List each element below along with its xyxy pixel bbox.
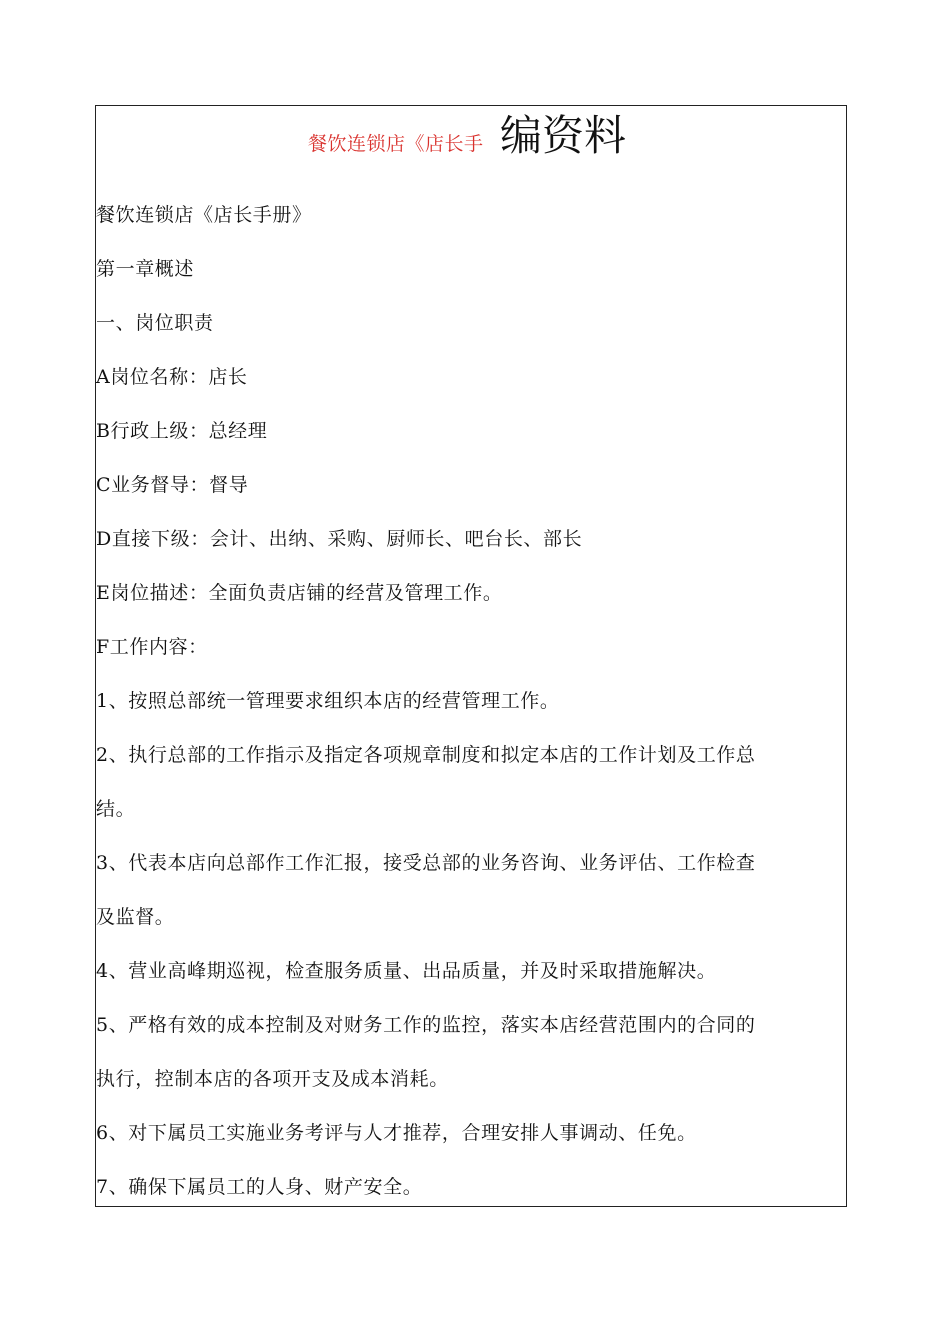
- body-line: 执行，控制本店的各项开支及成本消耗。: [96, 1068, 449, 1090]
- document-frame: [95, 105, 847, 1207]
- body-line: 第一章概述: [96, 258, 195, 280]
- body-line: 餐饮连锁店《店长手册》: [96, 204, 312, 226]
- body-line: C业务督导：督导: [96, 474, 249, 496]
- body-line: 4、营业高峰期巡视，检查服务质量、出品质量，并及时采取措施解决。: [96, 960, 717, 982]
- body-line: E岗位描述：全面负责店铺的经营及管理工作。: [96, 582, 503, 604]
- body-line: 6、对下属员工实施业务考评与人才推荐，合理安排人事调动、任免。: [96, 1122, 697, 1144]
- body-line: 3、代表本店向总部作工作汇报，接受总部的业务咨询、业务评估、工作检查: [96, 852, 756, 874]
- title-small-text: 餐饮连锁店《店长手: [308, 133, 484, 155]
- title-large-text: 编资料: [500, 111, 627, 160]
- body-line: 5、严格有效的成本控制及对财务工作的监控，落实本店经营范围内的合同的: [96, 1014, 756, 1036]
- body-line: 7、确保下属员工的人身、财产安全。: [96, 1176, 423, 1198]
- body-line: 1、按照总部统一管理要求组织本店的经营管理工作。: [96, 690, 560, 712]
- body-line: 及监督。: [96, 906, 175, 928]
- frame-edge-mark: [846, 158, 847, 178]
- body-line: 结。: [96, 798, 136, 820]
- body-line: D直接下级：会计、出纳、采购、厨师长、吧台长、部长: [96, 528, 583, 550]
- body-line: F工作内容：: [96, 636, 208, 658]
- document-title: [96, 106, 846, 178]
- body-line: B行政上级：总经理: [96, 420, 268, 442]
- body-line: 2、执行总部的工作指示及指定各项规章制度和拟定本店的工作计划及工作总: [96, 744, 756, 766]
- body-line: A岗位名称：店长: [96, 366, 248, 388]
- body-line: 一、岗位职责: [96, 312, 214, 334]
